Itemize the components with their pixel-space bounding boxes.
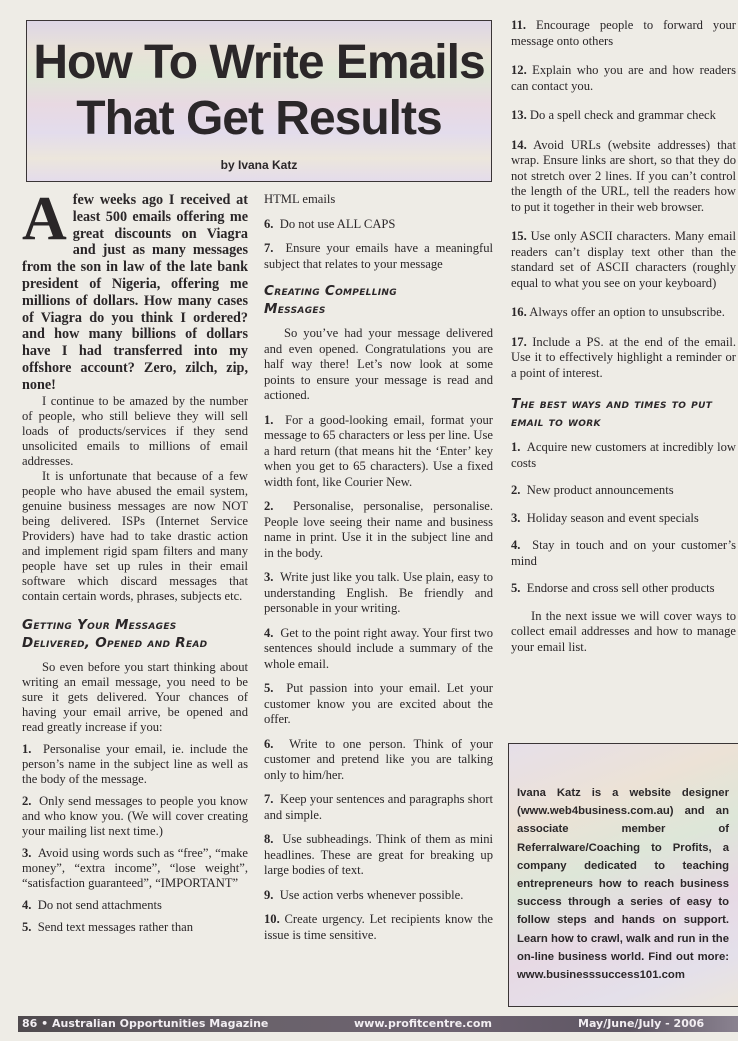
item-number: 7. [264,792,274,806]
list-item [22,794,248,839]
list-item [264,217,493,233]
item-number: 3. [511,510,521,525]
list-item [264,912,493,943]
item-text: Do not send attachments [37,897,162,912]
section-heading-delivered: Getting Your Messages Delivered, Opened and Read [22,616,208,651]
section-heading-compelling: Creating Compelling Messages [264,283,397,317]
list-item [511,335,736,382]
title-banner [26,20,492,182]
footer-website-link[interactable]: www.profitcentre.com [354,1017,492,1030]
list-item [511,538,736,569]
footer-issue-date: May/June/July - 2006 [578,1017,705,1030]
item-number: 4. [511,538,521,552]
item-text: Holiday season and event specials [526,510,699,525]
item-text: New product announcements [526,483,674,497]
column-3 [511,18,736,740]
item-number: 6. [264,736,274,751]
drop-cap: A [22,192,67,253]
item-text: Do a spell check and grammar check [529,108,716,122]
item-text: Use only ASCII characters. Many email readers can’t display text other than the standard set of ASCII characters (roughly equal to what you see on your keyboard) [511,229,736,290]
list-item [22,846,248,891]
item-number: 2. [22,793,32,808]
list-item [511,138,736,216]
item-text: Send text messages rather than [37,919,194,934]
list-item [264,570,493,617]
list-item [511,581,736,597]
list-item [511,18,736,49]
lead-text: few weeks ago I received at least 500 emails offering me great discounts on Viagra and just as many messages from the son in law of the late bank president of Nigeria, offering me millions of dollars. How many cases of Viagra do you think I ordered? and how many billions of dollars have I had transferred into my offshore account? Zero, zilch, zip, none! [22,192,248,393]
item-text: Personalise, personalise, personalise. People love seeing their name and business name in print. Use it in the subject line and in the body. [264,499,493,560]
item-number: 8. [264,832,274,846]
list-item [264,499,493,561]
item-number: 3. [22,845,32,860]
section2-intro: So you’ve had your message delivered and even opened. Congratulations you are half way there! Let’s now look at some points to ensure your message is read and actioned. [264,326,493,402]
list-item-continued: HTML emails [264,192,336,206]
byline: by Ivana Katz [220,158,298,172]
item-number: 14. [511,137,527,152]
item-number: 1. [264,412,274,427]
item-number: 2. [511,483,521,497]
item-text: For a good-looking email, format your message to 65 characters or less per line. Use a hard return (that means hit the ‘Enter’ key when you get to 65 characters). Use a fixed width font, like Courier New. [264,412,493,489]
item-number: 6. [264,216,274,231]
list-item [22,742,248,787]
item-text: Get to the point right away. Your first two sentences should include a summary of the whole email. [264,625,493,671]
article-title-line-1: How To Write Emails [33,36,485,89]
item-text: Write just like you talk. Use plain, easy to understanding English. Be friendly and personable in your writing. [264,570,493,615]
item-text: Stay in touch and on your customer’s mind [511,538,736,568]
list-item [511,305,736,321]
list-item [511,440,736,471]
item-text: Use subheadings. Think of them as mini headlines. These are great for breaking up large bodies of text. [264,832,493,877]
list-item [264,792,493,823]
item-text: Create urgency. Let recipients know the issue is time sensitive. [264,912,493,942]
item-number: 2. [264,499,274,513]
item-text: Keep your sentences and paragraphs short and simple. [264,792,493,822]
page-footer [18,1016,738,1032]
item-text: Personalise your email, ie. include the person’s name in the subject line as well as the body of the message. [22,741,248,786]
item-text: Avoid URLs (website addresses) that wrap. Ensure links are short, so that they do not stretch over 2 lines. If you can’t control the length of the URL, tell the readers how to put it together in their web browser. [511,137,736,214]
list-item [511,63,736,94]
footer-page-magazine: 86 • Australian Opportunities Magazine [22,1017,269,1030]
item-number: 5. [511,581,521,595]
item-number: 1. [511,440,521,454]
item-number: 1. [22,741,32,756]
list-item [511,108,736,124]
item-text: Use action verbs whenever possible. [279,887,464,902]
article-title-line-2: That Get Results [76,92,442,145]
list-item [264,681,493,728]
next-issue-note: In the next issue we will cover ways to collect email addresses and how to manage your email list. [511,608,736,654]
item-text: Avoid using words such as “free”, “make money”, “extra income”, “lose weight”, “satisfaction guaranteed”, “IMPORTANT” [22,845,248,890]
item-text: Put passion into your email. Let your customer know you are excited about the offer. [264,681,493,726]
item-text: Only send messages to people you know and who know you. (We will cover creating your mailing list next time.) [22,793,248,838]
item-number: 7. [264,241,274,255]
item-number: 3. [264,570,274,584]
intro-paragraph-1: I continue to be amazed by the number of people, who still believe they will sell loads of products/services if they send unsolicited emails to millions of email addresses. [22,393,248,468]
item-text: Endorse and cross sell other products [526,581,715,595]
item-text: Encourage people to forward your message onto others [511,18,736,48]
item-number: 11. [511,18,527,32]
list-item [511,229,736,291]
column-2 [264,192,493,1010]
list-item [264,832,493,879]
item-text: Include a PS. at the end of the email. Use it to effectively highlight a reminder or a point of interest. [511,334,736,380]
column-1 [22,192,248,1010]
list-item [511,511,736,527]
item-text: Acquire new customers at incredibly low costs [511,440,736,470]
item-number: 4. [22,897,32,912]
section-heading-best-ways: The best ways and times to put email to work [511,396,713,430]
item-number: 13. [511,108,527,122]
list-item [22,898,248,913]
item-text: Always offer an option to unsubscribe. [529,305,725,319]
list-item [264,888,493,904]
item-number: 5. [264,681,274,695]
item-number: 10. [264,912,280,926]
item-text: Do not use ALL CAPS [279,216,396,231]
author-bio-box [508,743,738,1007]
item-number: 17. [511,334,527,349]
list-item [22,920,248,935]
item-number: 15. [511,229,527,243]
list-item [264,737,493,784]
item-number: 12. [511,63,527,77]
item-number: 16. [511,305,527,319]
item-text: Ensure your emails have a meaningful subject that relates to your message [264,241,493,271]
list-item [264,241,493,272]
item-number: 9. [264,887,274,902]
intro-paragraph-2: It is unfortunate that because of a few people who have abused the email system, genuine business messages are now NOT being delivered. ISPs (Internet Service Providers) have had to take drastic action and implement rigid spam filters and many people have set up rules in their email software which discard messages that contain certain words, phrases, subjects etc. [22,468,248,603]
item-text: Explain who you are and how readers can contact you. [511,63,736,93]
item-number: 4. [264,625,274,640]
lead-paragraph [22,192,248,394]
section1-intro: So even before you start thinking about writing an email message, you need to be sure it gets delivered. Your chances of having your email arrive, be opened and read greatly increase if you: [22,659,248,734]
item-number: 5. [22,919,32,934]
author-bio: Ivana Katz is a website designer (www.web4business.com.au) and an associate member of Referralware/Coaching to Profits, a company dedicated to teaching entrepreneurs how to reach business success through a series of easy to follow steps and hands on support. Learn how to crawl, walk and run in the on-line business world. Find out more: www.businesssuccess101.com [517,787,729,982]
list-item [264,626,493,673]
item-text: Write to one person. Think of your customer and pretend like you are talking only to him/her. [264,736,493,782]
list-item [511,483,736,499]
list-item [264,413,493,491]
